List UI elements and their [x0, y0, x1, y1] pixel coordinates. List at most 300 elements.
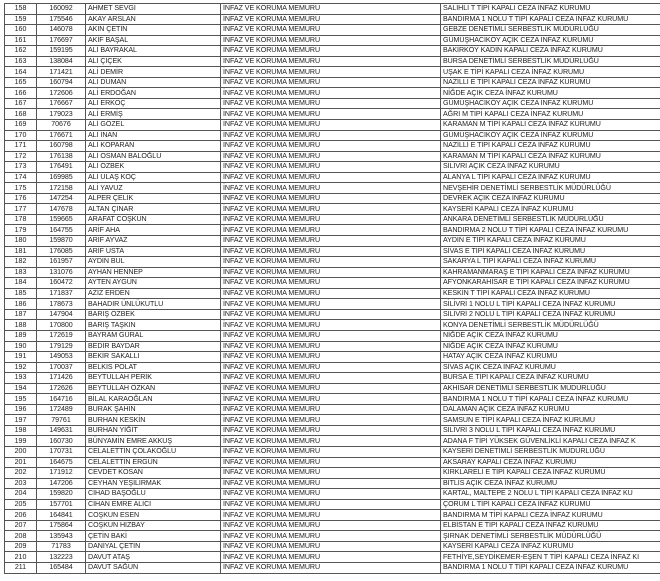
table-row [5, 362, 660, 373]
title-cell: İNFAZ VE KORUMA MEMURU [221, 257, 441, 268]
title-cell: İNFAZ VE KORUMA MEMURU [221, 278, 441, 289]
registry-number-cell: 170800 [37, 320, 86, 331]
full-name-cell: ALPER ÇELİK [86, 193, 221, 204]
institution-cell: BANDIRMA 1 NOLU T TİPİ KAPALI CEZA İNFAZ KURUMU [441, 394, 660, 405]
table-row [5, 4, 660, 15]
full-name-cell: CİHAD BAŞOĞLU [86, 489, 221, 500]
institution-cell: NAZİLLİ E TİPİ KAPALI CEZA İNFAZ KURUMU [441, 141, 660, 152]
title-cell: İNFAZ VE KORUMA MEMURU [221, 362, 441, 373]
institution-cell: NİĞDE AÇIK CEZA İNFAZ KURUMU [441, 330, 660, 341]
table-row [5, 299, 660, 310]
registry-number-cell: 176697 [37, 35, 86, 46]
title-cell: İNFAZ VE KORUMA MEMURU [221, 88, 441, 99]
registry-number-cell: 149631 [37, 425, 86, 436]
title-cell: İNFAZ VE KORUMA MEMURU [221, 394, 441, 405]
table-row [5, 183, 660, 194]
table-row [5, 109, 660, 120]
institution-cell: SİVAS E TİPİ KAPALI CEZA İNFAZ KURUMU [441, 246, 660, 257]
registry-number-cell: 160092 [37, 4, 86, 15]
registry-number-cell: 135943 [37, 531, 86, 542]
row-number-cell: 176 [5, 193, 37, 204]
full-name-cell: DAVUT ATAŞ [86, 552, 221, 563]
table-row [5, 478, 660, 489]
full-name-cell: ALİ KOPARAN [86, 141, 221, 152]
table-row [5, 510, 660, 521]
full-name-cell: ALİ ÇİÇEK [86, 56, 221, 67]
title-cell: İNFAZ VE KORUMA MEMURU [221, 478, 441, 489]
row-number-cell: 172 [5, 151, 37, 162]
full-name-cell: ALİ BAYRAKAL [86, 46, 221, 57]
full-name-cell: ALİ ERKOÇ [86, 98, 221, 109]
institution-cell: NİĞDE AÇIK CEZA İNFAZ KURUMU [441, 88, 660, 99]
full-name-cell: ALİ GÖZEL [86, 120, 221, 131]
registry-number-cell: 147904 [37, 309, 86, 320]
table-row [5, 172, 660, 183]
registry-number-cell: 160472 [37, 278, 86, 289]
row-number-cell: 171 [5, 141, 37, 152]
registry-number-cell: 171912 [37, 468, 86, 479]
title-cell: İNFAZ VE KORUMA MEMURU [221, 383, 441, 394]
registry-number-cell: 176667 [37, 98, 86, 109]
full-name-cell: CELALETTİN ERGÜN [86, 457, 221, 468]
full-name-cell: BİLAL KARAOĞLAN [86, 394, 221, 405]
registry-number-cell: 71783 [37, 541, 86, 552]
institution-cell: AKSARAY KAPALI CEZA İNFAZ KURUMU [441, 457, 660, 468]
row-number-cell: 194 [5, 383, 37, 394]
row-number-cell: 178 [5, 214, 37, 225]
institution-cell: NEVŞEHİR DENETİMLİ SERBESTLİK MÜDÜRLÜĞÜ [441, 183, 660, 194]
full-name-cell: ARİF USTA [86, 246, 221, 257]
table-row [5, 352, 660, 363]
full-name-cell: ALİ YAVUZ [86, 183, 221, 194]
full-name-cell: BAYRAM GÜRAL [86, 330, 221, 341]
registry-number-cell: 164841 [37, 510, 86, 521]
title-cell: İNFAZ VE KORUMA MEMURU [221, 225, 441, 236]
row-number-cell: 180 [5, 236, 37, 247]
institution-cell: NİĞDE AÇIK CEZA İNFAZ KURUMU [441, 341, 660, 352]
institution-cell: SALİHLİ T TİPİ KAPALI CEZA İNFAZ KURUMU [441, 4, 660, 15]
title-cell: İNFAZ VE KORUMA MEMURU [221, 309, 441, 320]
registry-number-cell: 160730 [37, 436, 86, 447]
table-row [5, 425, 660, 436]
row-number-cell: 190 [5, 341, 37, 352]
registry-number-cell: 179023 [37, 109, 86, 120]
institution-cell: SİLİVRİ 1 NOLU L TİPİ KAPALI CEZA İNFAZ KURUMU [441, 299, 660, 310]
registry-number-cell: 171837 [37, 288, 86, 299]
full-name-cell: BARIŞ TAŞKIN [86, 320, 221, 331]
title-cell: İNFAZ VE KORUMA MEMURU [221, 267, 441, 278]
registry-number-cell: 172158 [37, 183, 86, 194]
title-cell: İNFAZ VE KORUMA MEMURU [221, 130, 441, 141]
title-cell: İNFAZ VE KORUMA MEMURU [221, 330, 441, 341]
institution-cell: FETHİYE,SEYDİKEMER-EŞEN T TİPİ KAPALI CEZA İNFAZ KI [441, 552, 660, 563]
registry-number-cell: 171426 [37, 373, 86, 384]
registry-number-cell: 160798 [37, 141, 86, 152]
registry-number-cell: 159870 [37, 236, 86, 247]
full-name-cell: ALİ İNAN [86, 130, 221, 141]
table-row [5, 46, 660, 57]
row-number-cell: 161 [5, 35, 37, 46]
title-cell: İNFAZ VE KORUMA MEMURU [221, 457, 441, 468]
registry-number-cell: 132223 [37, 552, 86, 563]
table-row [5, 130, 660, 141]
institution-cell: BURSA DENETİMLİ SERBESTLİK MÜDÜRLÜĞÜ [441, 56, 660, 67]
table-row [5, 531, 660, 542]
full-name-cell: AHMET SEVGİ [86, 4, 221, 15]
title-cell: İNFAZ VE KORUMA MEMURU [221, 193, 441, 204]
row-number-cell: 199 [5, 436, 37, 447]
title-cell: İNFAZ VE KORUMA MEMURU [221, 446, 441, 457]
title-cell: İNFAZ VE KORUMA MEMURU [221, 35, 441, 46]
title-cell: İNFAZ VE KORUMA MEMURU [221, 531, 441, 542]
registry-number-cell: 164675 [37, 457, 86, 468]
registry-number-cell: 175864 [37, 520, 86, 531]
row-number-cell: 208 [5, 531, 37, 542]
registry-number-cell: 172626 [37, 383, 86, 394]
row-number-cell: 158 [5, 4, 37, 15]
table-row [5, 193, 660, 204]
title-cell: İNFAZ VE KORUMA MEMURU [221, 162, 441, 173]
table-body [5, 4, 660, 574]
row-number-cell: 159 [5, 14, 37, 25]
row-number-cell: 187 [5, 309, 37, 320]
full-name-cell: BARIŞ ÖZBEK [86, 309, 221, 320]
institution-cell: NAZİLLİ E TİPİ KAPALI CEZA İNFAZ KURUMU [441, 77, 660, 88]
registry-number-cell: 147254 [37, 193, 86, 204]
institution-cell: BANDIRMA M TİPİ KAPALI CEZA İNFAZ KURUMU [441, 510, 660, 521]
row-number-cell: 181 [5, 246, 37, 257]
title-cell: İNFAZ VE KORUMA MEMURU [221, 98, 441, 109]
institution-cell: KIRKLARELİ E TİPİ KAPALI CEZA İNFAZ KURUMU [441, 468, 660, 479]
row-number-cell: 197 [5, 415, 37, 426]
title-cell: İNFAZ VE KORUMA MEMURU [221, 183, 441, 194]
registry-number-cell: 176085 [37, 246, 86, 257]
title-cell: İNFAZ VE KORUMA MEMURU [221, 56, 441, 67]
registry-number-cell: 164716 [37, 394, 86, 405]
row-number-cell: 166 [5, 88, 37, 99]
full-name-cell: BURAK ŞAHİN [86, 404, 221, 415]
title-cell: İNFAZ VE KORUMA MEMURU [221, 404, 441, 415]
institution-cell: GÜMÜŞHACIKÖY AÇIK CEZA İNFAZ KURUMU [441, 130, 660, 141]
institution-cell: SİLİVRİ 3 NOLU L TİPİ KAPALI CEZA İNFAZ KURUMU [441, 425, 660, 436]
row-number-cell: 191 [5, 352, 37, 363]
table-row [5, 151, 660, 162]
table-row [5, 236, 660, 247]
table-row [5, 489, 660, 500]
institution-cell: BURSA E TİPİ KAPALI CEZA İNFAZ KURUMU [441, 373, 660, 384]
row-number-cell: 193 [5, 373, 37, 384]
table-row [5, 14, 660, 25]
table-row [5, 98, 660, 109]
full-name-cell: BEYTULLAH ÖZKAN [86, 383, 221, 394]
row-number-cell: 183 [5, 267, 37, 278]
row-number-cell: 182 [5, 257, 37, 268]
title-cell: İNFAZ VE KORUMA MEMURU [221, 373, 441, 384]
title-cell: İNFAZ VE KORUMA MEMURU [221, 299, 441, 310]
row-number-cell: 200 [5, 446, 37, 457]
table-row [5, 404, 660, 415]
full-name-cell: AYTEN AYGÜN [86, 278, 221, 289]
institution-cell: KAYSERİ KAPALI CEZA İNFAZ KURUMU [441, 541, 660, 552]
registry-number-cell: 131076 [37, 267, 86, 278]
institution-cell: KARAMAN M TİPİ KAPALI CEZA İNFAZ KURUMU [441, 120, 660, 131]
institution-cell: KESKİN T TİPİ KAPALI CEZA İNFAZ KURUMU [441, 288, 660, 299]
institution-cell: ŞIRNAK DENETİMLİ SERBESTLİK MÜDÜRLÜĞÜ [441, 531, 660, 542]
registry-number-cell: 70676 [37, 120, 86, 131]
institution-cell: HATAY AÇIK CEZA İNFAZ KURUMU [441, 352, 660, 363]
row-number-cell: 168 [5, 109, 37, 120]
full-name-cell: BELKIS POLAT [86, 362, 221, 373]
registry-number-cell: 178673 [37, 299, 86, 310]
full-name-cell: ALİ ÖZBEK [86, 162, 221, 173]
registry-number-cell: 170731 [37, 446, 86, 457]
registry-number-cell: 159195 [37, 46, 86, 57]
institution-cell: ELBİSTAN E TİPİ KAPALI CEZA İNFAZ KURUMU [441, 520, 660, 531]
table-row [5, 520, 660, 531]
institution-cell: KONYA DENETİMLİ SERBESTLİK MÜDÜRLÜĞÜ [441, 320, 660, 331]
registry-number-cell: 171421 [37, 67, 86, 78]
institution-cell: AĞRI M TİPİ KAPALI CEZA İNFAZ KURUMU [441, 109, 660, 120]
institution-cell: ADANA F TİPİ YÜKSEK GÜVENLİKLİ KAPALI CEZA İNFAZ K [441, 436, 660, 447]
table-row [5, 162, 660, 173]
full-name-cell: AYDIN BUL [86, 257, 221, 268]
row-number-cell: 175 [5, 183, 37, 194]
table-row [5, 257, 660, 268]
title-cell: İNFAZ VE KORUMA MEMURU [221, 288, 441, 299]
title-cell: İNFAZ VE KORUMA MEMURU [221, 151, 441, 162]
full-name-cell: BEKİR SAKALLI [86, 352, 221, 363]
full-name-cell: AKİF BAŞAL [86, 35, 221, 46]
row-number-cell: 162 [5, 46, 37, 57]
institution-cell: SİVAS AÇIK CEZA İNFAZ KURUMU [441, 362, 660, 373]
row-number-cell: 174 [5, 172, 37, 183]
institution-cell: BANDIRMA 2 NOLU T TİPİ KAPALI CEZA İNFAZ KURUMU [441, 225, 660, 236]
full-name-cell: BURHAN KESKİN [86, 415, 221, 426]
full-name-cell: CİHAN EMRE ALICI [86, 499, 221, 510]
institution-cell: KAYSERİ KAPALI CEZA İNFAZ KURUMU [441, 204, 660, 215]
table-row [5, 77, 660, 88]
title-cell: İNFAZ VE KORUMA MEMURU [221, 425, 441, 436]
row-number-cell: 177 [5, 204, 37, 215]
row-number-cell: 211 [5, 562, 37, 573]
table-row [5, 394, 660, 405]
registry-number-cell: 169985 [37, 172, 86, 183]
row-number-cell: 169 [5, 120, 37, 131]
row-number-cell: 160 [5, 25, 37, 36]
row-number-cell: 201 [5, 457, 37, 468]
title-cell: İNFAZ VE KORUMA MEMURU [221, 520, 441, 531]
full-name-cell: AKAY ARSLAN [86, 14, 221, 25]
institution-cell: BANDIRMA 1 NOLU T TİPİ KAPALI CEZA İNFAZ KURUMU [441, 14, 660, 25]
institution-cell: BİTLİS AÇIK CEZA İNFAZ KURUMU [441, 478, 660, 489]
institution-cell: SİLİVRİ 2 NOLU L TİPİ KAPALI CEZA İNFAZ KURUMU [441, 309, 660, 320]
table-row [5, 204, 660, 215]
registry-number-cell: 165484 [37, 562, 86, 573]
institution-cell: DEVREK AÇIK CEZA İNFAZ KURUMU [441, 193, 660, 204]
table-row [5, 373, 660, 384]
full-name-cell: ARİF AYVAZ [86, 236, 221, 247]
table-row [5, 330, 660, 341]
institution-cell: ALANYA L TİPİ KAPALI CEZA İNFAZ KURUMU [441, 172, 660, 183]
title-cell: İNFAZ VE KORUMA MEMURU [221, 352, 441, 363]
row-number-cell: 195 [5, 394, 37, 405]
institution-cell: GÜMÜŞHACIKÖY AÇIK CEZA İNFAZ KURUMU [441, 35, 660, 46]
registry-number-cell: 157701 [37, 499, 86, 510]
title-cell: İNFAZ VE KORUMA MEMURU [221, 109, 441, 120]
table-row [5, 278, 660, 289]
table-row [5, 88, 660, 99]
registry-number-cell: 164755 [37, 225, 86, 236]
institution-cell: AYDIN E TİPİ KAPALI CEZA İNFAZ KURUMU [441, 236, 660, 247]
registry-number-cell: 175546 [37, 14, 86, 25]
full-name-cell: CEYHAN YEŞİLIRMAK [86, 478, 221, 489]
full-name-cell: ALİ OSMAN BALOĞLU [86, 151, 221, 162]
title-cell: İNFAZ VE KORUMA MEMURU [221, 320, 441, 331]
institution-cell: GEBZE DENETİMLİ SERBESTLİK MÜDÜRLÜĞÜ [441, 25, 660, 36]
table-row [5, 383, 660, 394]
row-number-cell: 207 [5, 520, 37, 531]
institution-cell: SAKARYA L TİPİ KAPALI CEZA İNFAZ KURUMU [441, 257, 660, 268]
full-name-cell: BÜNYAMİN EMRE AKKUŞ [86, 436, 221, 447]
title-cell: İNFAZ VE KORUMA MEMURU [221, 67, 441, 78]
title-cell: İNFAZ VE KORUMA MEMURU [221, 341, 441, 352]
row-number-cell: 192 [5, 362, 37, 373]
institution-cell: ANKARA DENETİMLİ SERBESTLİK MÜDÜRLÜĞÜ [441, 214, 660, 225]
table-row [5, 25, 660, 36]
title-cell: İNFAZ VE KORUMA MEMURU [221, 77, 441, 88]
full-name-cell: BEYTULLAH PERİK [86, 373, 221, 384]
institution-cell: AFYONKARAHİSAR E TİPİ KAPALI CEZA İNFAZ KURUMU [441, 278, 660, 289]
full-name-cell: ALTAN ÇINAR [86, 204, 221, 215]
title-cell: İNFAZ VE KORUMA MEMURU [221, 46, 441, 57]
full-name-cell: COŞKUN HIZBAY [86, 520, 221, 531]
full-name-cell: ALİ ERDOĞAN [86, 88, 221, 99]
row-number-cell: 206 [5, 510, 37, 521]
row-number-cell: 173 [5, 162, 37, 173]
table-row [5, 246, 660, 257]
title-cell: İNFAZ VE KORUMA MEMURU [221, 25, 441, 36]
row-number-cell: 165 [5, 77, 37, 88]
institution-cell: SAMSUN E TİPİ KAPALI CEZA İNFAZ KURUMU [441, 415, 660, 426]
table-row [5, 67, 660, 78]
institution-cell: KAYSERİ DENETİMLİ SERBESTLİK MÜDÜRLÜĞÜ [441, 446, 660, 457]
table-row [5, 446, 660, 457]
table-row [5, 267, 660, 278]
full-name-cell: AZİZ ERDEN [86, 288, 221, 299]
row-number-cell: 167 [5, 98, 37, 109]
row-number-cell: 189 [5, 330, 37, 341]
institution-cell: KARAMAN M TİPİ KAPALI CEZA İNFAZ KURUMU [441, 151, 660, 162]
table-row [5, 56, 660, 67]
institution-cell: BAKIRKÖY KADIN KAPALI CEZA İNFAZ KURUMU [441, 46, 660, 57]
table-row [5, 309, 660, 320]
institution-cell: KARTAL, MALTEPE 2 NOLU L TİPİ KAPALI CEZA İNFAZ KU [441, 489, 660, 500]
registry-number-cell: 149053 [37, 352, 86, 363]
title-cell: İNFAZ VE KORUMA MEMURU [221, 214, 441, 225]
row-number-cell: 198 [5, 425, 37, 436]
row-number-cell: 186 [5, 299, 37, 310]
registry-number-cell: 160794 [37, 77, 86, 88]
table-row [5, 499, 660, 510]
staff-assignment-table [4, 3, 660, 574]
institution-cell: GÜMÜŞHACIKÖY AÇIK CEZA İNFAZ KURUMU [441, 98, 660, 109]
full-name-cell: CEVDET KOSAN [86, 468, 221, 479]
full-name-cell: BEDİR BAYDAR [86, 341, 221, 352]
full-name-cell: BURHAN YİĞİT [86, 425, 221, 436]
row-number-cell: 184 [5, 278, 37, 289]
institution-cell: AKHİSAR DENETİMLİ SERBESTLİK MÜDÜRLÜĞÜ [441, 383, 660, 394]
title-cell: İNFAZ VE KORUMA MEMURU [221, 499, 441, 510]
table-row [5, 320, 660, 331]
registry-number-cell: 159820 [37, 489, 86, 500]
table-row [5, 214, 660, 225]
row-number-cell: 203 [5, 478, 37, 489]
registry-number-cell: 179129 [37, 341, 86, 352]
registry-number-cell: 147678 [37, 204, 86, 215]
full-name-cell: AKIN ÇETİN [86, 25, 221, 36]
row-number-cell: 205 [5, 499, 37, 510]
registry-number-cell: 172489 [37, 404, 86, 415]
table-row [5, 457, 660, 468]
title-cell: İNFAZ VE KORUMA MEMURU [221, 436, 441, 447]
title-cell: İNFAZ VE KORUMA MEMURU [221, 552, 441, 563]
registry-number-cell: 138084 [37, 56, 86, 67]
row-number-cell: 170 [5, 130, 37, 141]
institution-cell: KAHRAMANMARAŞ E TİPİ KAPALI CEZA İNFAZ KURUMU [441, 267, 660, 278]
title-cell: İNFAZ VE KORUMA MEMURU [221, 120, 441, 131]
row-number-cell: 188 [5, 320, 37, 331]
table-row [5, 436, 660, 447]
institution-cell: ÇORUM L TİPİ KAPALI CEZA İNFAZ KURUMU [441, 499, 660, 510]
row-number-cell: 209 [5, 541, 37, 552]
full-name-cell: CELALETTİN ÇOLAKOĞLU [86, 446, 221, 457]
registry-number-cell: 172619 [37, 330, 86, 341]
registry-number-cell: 176671 [37, 130, 86, 141]
row-number-cell: 210 [5, 552, 37, 563]
title-cell: İNFAZ VE KORUMA MEMURU [221, 141, 441, 152]
row-number-cell: 185 [5, 288, 37, 299]
registry-number-cell: 172606 [37, 88, 86, 99]
table-row [5, 552, 660, 563]
table-row [5, 341, 660, 352]
title-cell: İNFAZ VE KORUMA MEMURU [221, 415, 441, 426]
title-cell: İNFAZ VE KORUMA MEMURU [221, 172, 441, 183]
full-name-cell: ALİ DEMİR [86, 67, 221, 78]
full-name-cell: DAVUT SAĞUN [86, 562, 221, 573]
title-cell: İNFAZ VE KORUMA MEMURU [221, 468, 441, 479]
full-name-cell: ARİF AHA [86, 225, 221, 236]
institution-cell: SİLİVRİ AÇIK CEZA İNFAZ KURUMU [441, 162, 660, 173]
title-cell: İNFAZ VE KORUMA MEMURU [221, 246, 441, 257]
full-name-cell: BAHADIR ÜNLÜKUTLU [86, 299, 221, 310]
full-name-cell: ALİ ERMİŞ [86, 109, 221, 120]
full-name-cell: ARAFAT COŞKUN [86, 214, 221, 225]
registry-number-cell: 146078 [37, 25, 86, 36]
table-row [5, 225, 660, 236]
title-cell: İNFAZ VE KORUMA MEMURU [221, 236, 441, 247]
title-cell: İNFAZ VE KORUMA MEMURU [221, 489, 441, 500]
table-row [5, 141, 660, 152]
title-cell: İNFAZ VE KORUMA MEMURU [221, 204, 441, 215]
table-row [5, 415, 660, 426]
title-cell: İNFAZ VE KORUMA MEMURU [221, 541, 441, 552]
table-row [5, 35, 660, 46]
registry-number-cell: 161957 [37, 257, 86, 268]
registry-number-cell: 79761 [37, 415, 86, 426]
full-name-cell: COŞKUN ESEN [86, 510, 221, 521]
institution-cell: BANDIRMA 1 NOLU T TİPİ KAPALI CEZA İNFAZ KURUMU [441, 562, 660, 573]
title-cell: İNFAZ VE KORUMA MEMURU [221, 4, 441, 15]
